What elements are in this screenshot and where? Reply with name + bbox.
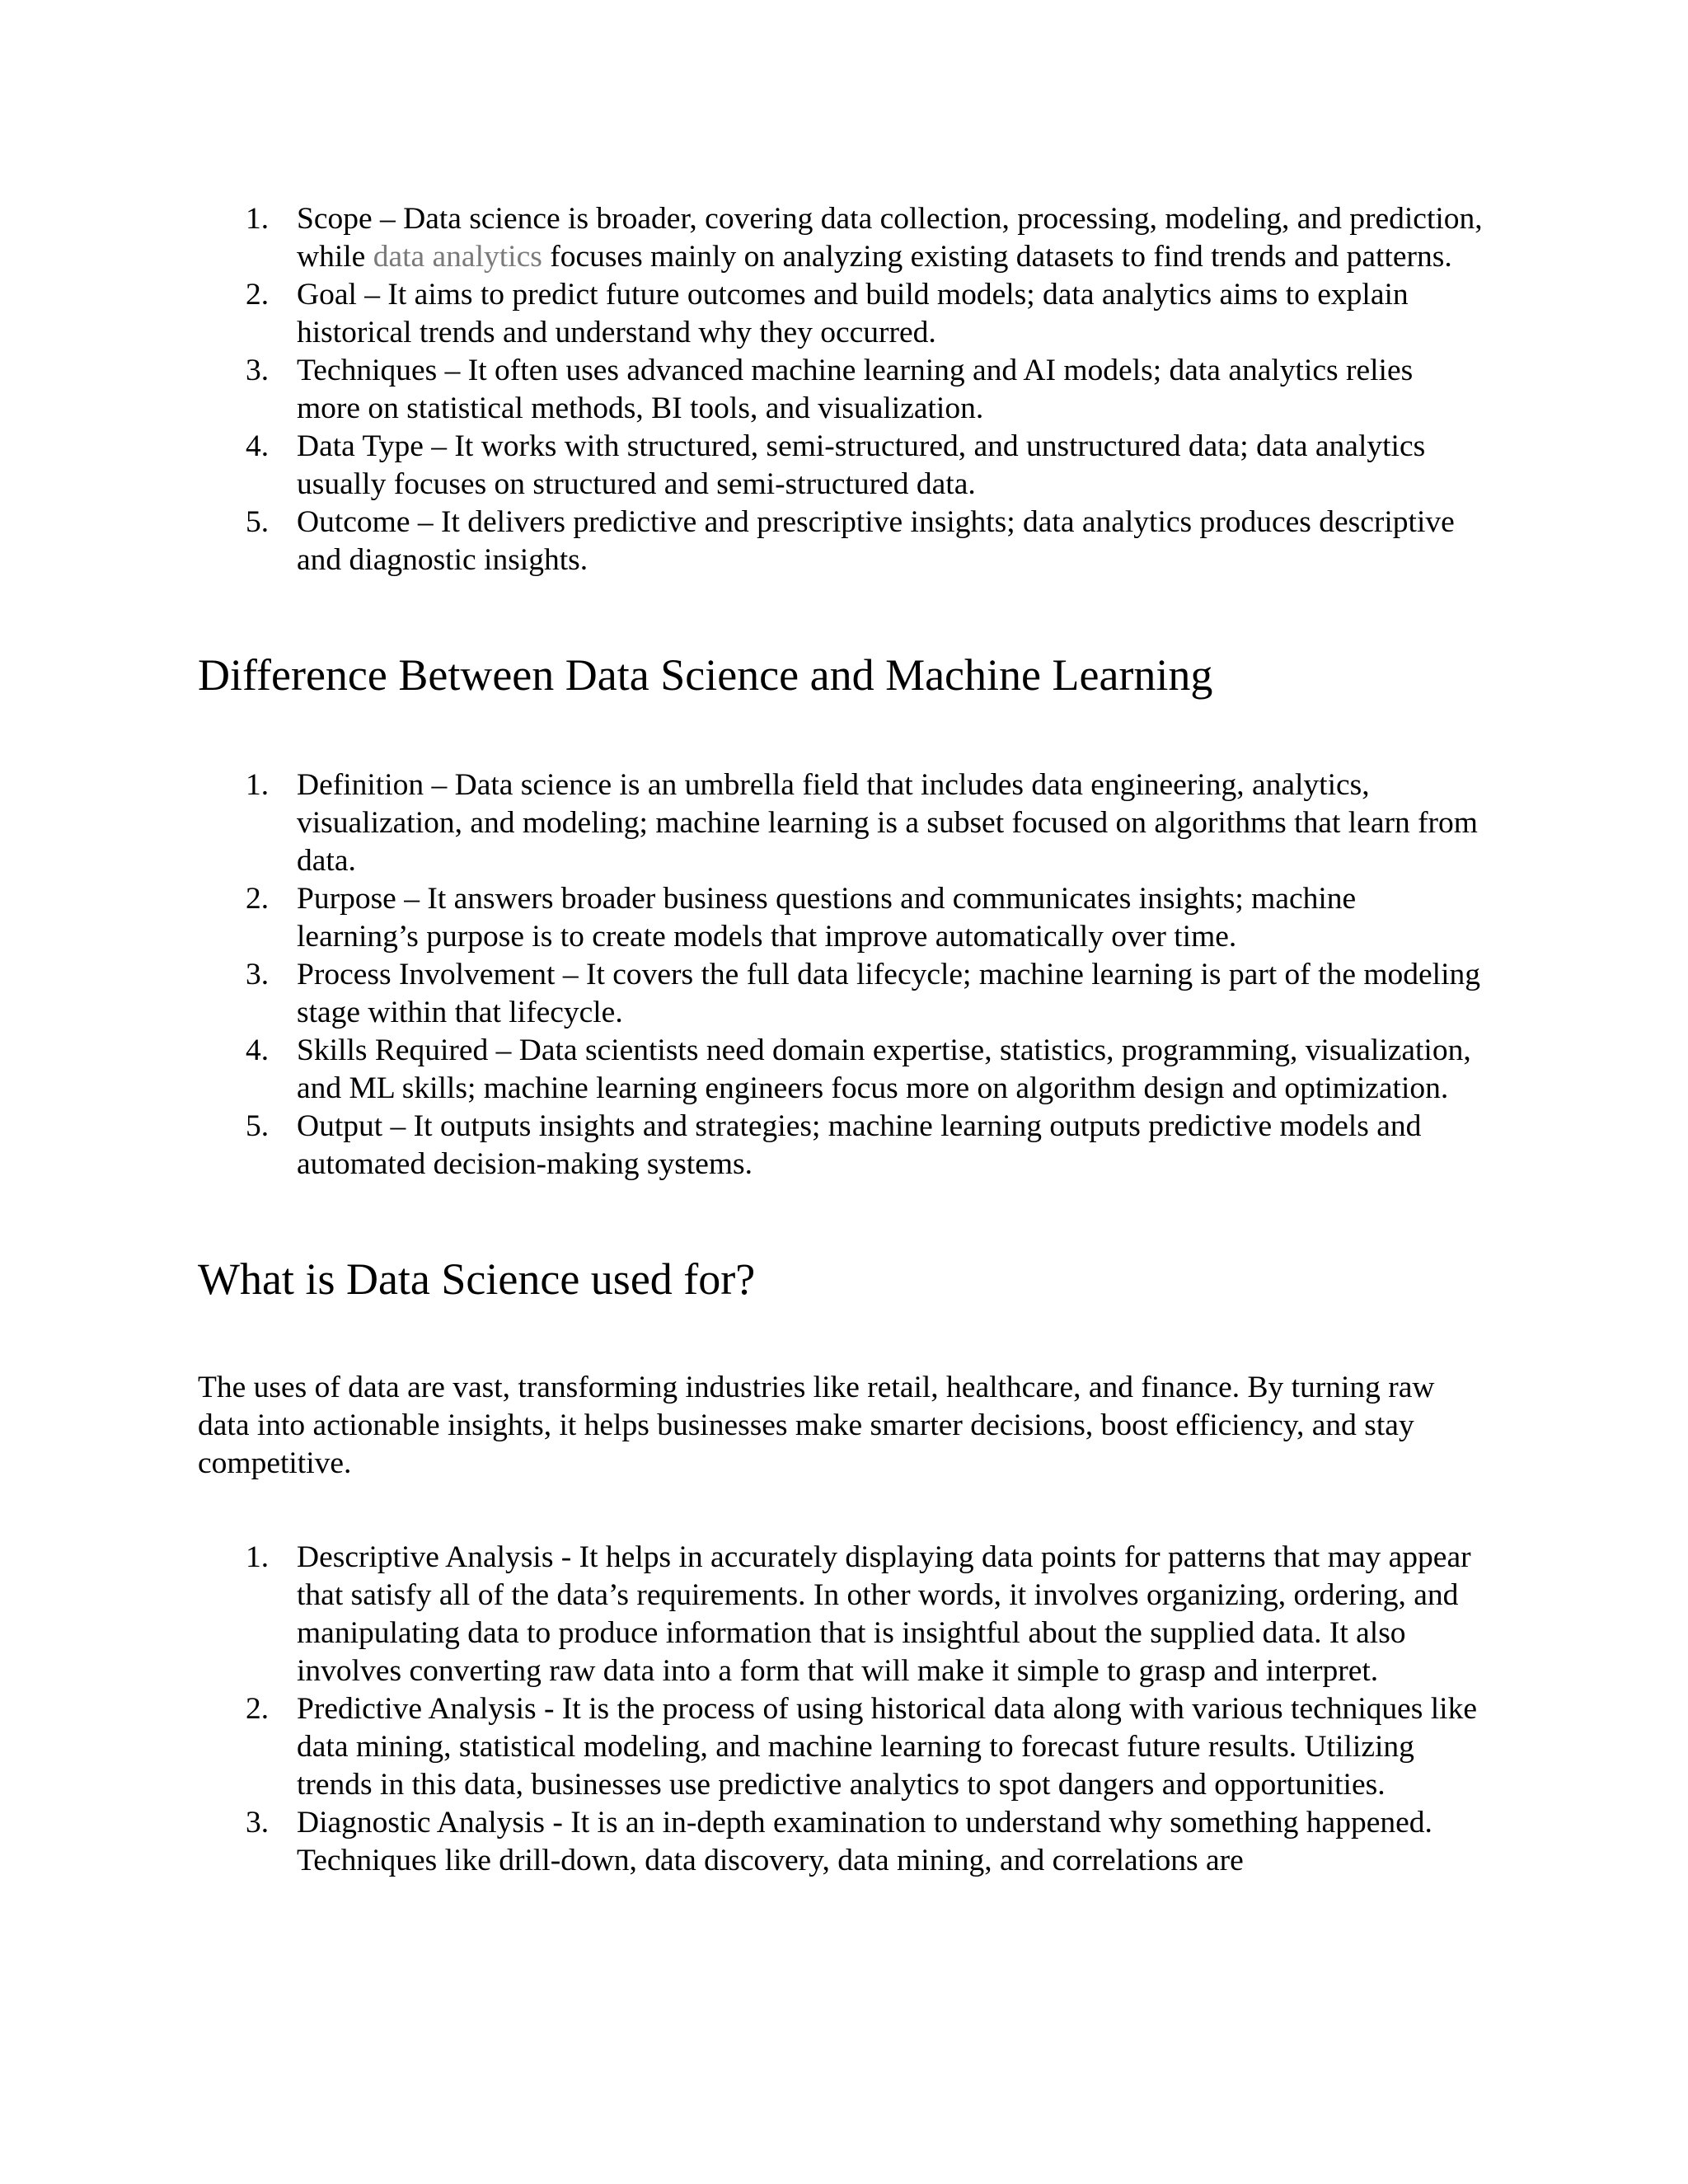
ds-vs-ml-list [198,766,1484,1183]
list-number: 2. [246,278,270,312]
intro-paragraph: The uses of data are vast, transforming industries like retail, healthcare, and finance. By turning raw data into actionable insights, it helps businesses make smarter decisions, boost efficiency, and stay competitive. [198,1371,1435,1480]
list-number: 3. [246,354,270,387]
list-number: 1. [246,768,270,802]
item-text: Predictive Analysis - It is the process of using historical data along with various techniques like data mining, statistical modeling, and machine learning to forecast future results. Utilizing trends in this data, businesses use predictive analytics to spot dangers and opportunities. [297,1692,1477,1802]
list-item [198,1108,1484,1183]
item-text: Purpose – It answers broader business questions and communicates insights; machine learning’s purpose is to create models that improve automatically over time. [297,882,1357,954]
list-number: 5. [246,505,270,539]
list-item [198,956,1484,1032]
list-number: 4. [246,429,270,463]
uses-list [198,1539,1484,1880]
item-text: focuses mainly on analyzing existing datasets to find trends and patterns. [542,240,1452,274]
list-item [198,504,1484,579]
list-item [198,766,1484,880]
list-number: 5. [246,1109,270,1143]
item-text: Outcome – It delivers predictive and prescriptive insights; data analytics produces descriptive and diagnostic insights. [297,505,1455,577]
data-analytics-link[interactable]: data analytics [373,240,542,274]
list-number: 2. [246,882,270,916]
list-item [198,276,1484,352]
item-text: Skills Required – Data scientists need domain expertise, statistics, programming, visualization, and ML skills; machine learning engineers focus more on algorithm design and optimization. [297,1033,1471,1105]
item-text: Techniques – It often uses advanced machine learning and AI models; data analytics relies more on statistical methods, BI tools, and visualization. [297,354,1414,425]
list-item [198,880,1484,956]
item-text: Process Involvement – It covers the full data lifecycle; machine learning is part of the modeling stage within that lifecycle. [297,958,1480,1029]
list-item [198,200,1484,276]
section-heading-uses: What is Data Science used for? [198,1254,756,1304]
list-item [198,1539,1484,1690]
item-text: Definition – Data science is an umbrella field that includes data engineering, analytics, visualization, and modeling; machine learning is a subset focused on algorithms that learn from data. [297,768,1478,878]
item-label: Scope [297,202,373,236]
list-item [198,1690,1484,1804]
list-item [198,1804,1484,1880]
item-text: Data Type – It works with structured, semi-structured, and unstructured data; data analytics usually focuses on structured and semi-structured data. [297,429,1426,501]
list-item [198,428,1484,504]
list-number: 1. [246,202,270,236]
list-number: 4. [246,1033,270,1067]
ds-vs-analytics-list [198,200,1484,579]
section-heading-ml: Difference Between Data Science and Machine Learning [198,650,1213,700]
item-text: Goal – It aims to predict future outcomes and build models; data analytics aims to explain historical trends and understand why they occurred. [297,278,1409,349]
list-number: 2. [246,1692,270,1726]
item-text: – Data science is broader, covering data collection, processing, modeling, and prediction, while [297,202,1483,274]
item-text: Descriptive Analysis - It helps in accurately displaying data points for patterns that may appear that satisfy all of the data’s requirements. In other words, it involves organizing, ordering, and manipulating data to produce information that is insightful about the supplied data. It also involves converting raw data into a form that will make it simple to grasp and interpret. [297,1540,1471,1688]
list-item [198,352,1484,428]
list-number: 3. [246,958,270,991]
list-number: 3. [246,1806,270,1840]
list-number: 1. [246,1540,270,1574]
item-text: Diagnostic Analysis - It is an in-depth examination to understand why something happened. Techniques like drill-down, data discovery, data mining, and correlations are [297,1806,1432,1877]
list-item [198,1032,1484,1108]
item-text: Output – It outputs insights and strategies; machine learning outputs predictive models and automated decision-making systems. [297,1109,1422,1181]
